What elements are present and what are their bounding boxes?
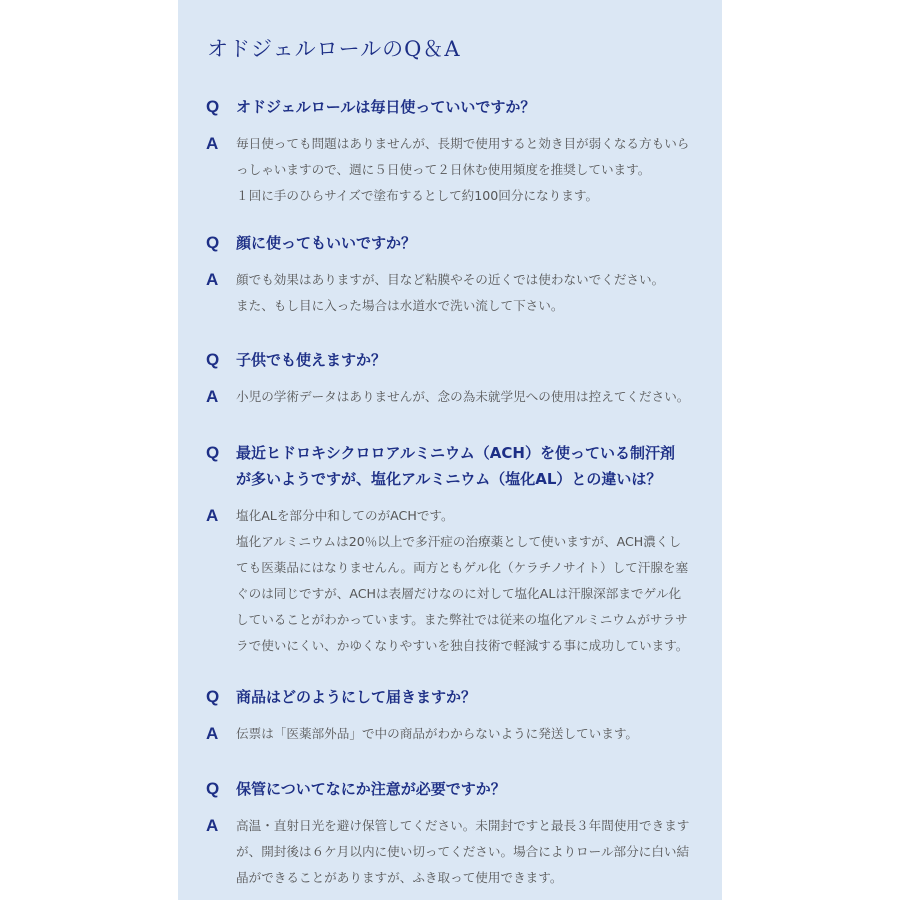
answer — [206, 267, 706, 319]
question — [206, 684, 706, 710]
question-line: 子供でも使えますか？ — [236, 351, 387, 369]
question-line: が多いようですが、塩化アルミニウム（塩化AL）との違いは？ — [236, 470, 662, 488]
q-mark: Q — [206, 443, 220, 462]
question-line: 保管についてなにか注意が必要ですか？ — [236, 780, 506, 798]
answer-line: 塩化ALを部分中和してのがACHです。 — [236, 508, 454, 523]
answer-line: １回に手のひらサイズで塗布するとして約100回分になります。 — [236, 188, 599, 203]
answer-line: 高温・直射日光を避け保管してください。未開封ですと最長３年間使用できます — [236, 818, 690, 833]
q-mark: Q — [206, 97, 220, 116]
answer-line: また、もし目に入った場合は水道水で洗い流して下さい。 — [236, 298, 564, 313]
a-mark: A — [206, 134, 219, 153]
answer-line: が、開封後は６ケ月以内に使い切ってください。場合によりロール部分に白い結 — [236, 844, 690, 859]
answer-line: 毎日使っても問題はありませんが、長期で使用すると効き目が弱くなる方もいら — [236, 136, 690, 151]
question-text — [236, 94, 535, 120]
answer — [206, 384, 706, 410]
question — [206, 94, 706, 120]
answer-line: ても医薬品にはなりませんん。両方ともゲル化（ケラチノサイト）して汗腺を塞 — [236, 560, 689, 575]
q-mark: Q — [206, 687, 220, 706]
qa-panel — [178, 0, 722, 900]
qa-item — [206, 347, 706, 410]
answer-line: していることがわかっています。また弊社では従来の塩化アルミニウムがサラサ — [236, 612, 688, 627]
question — [206, 347, 706, 373]
answer-line: 塩化アルミニウムは20％以上で多汗症の治療薬として使いますが、ACH濃くし — [236, 534, 682, 549]
qa-item — [206, 230, 706, 319]
answer — [206, 131, 706, 209]
a-mark: A — [206, 506, 219, 525]
a-mark: A — [206, 724, 219, 743]
answer-line: 小児の学術データはありませんが、念の為未就学児への使用は控えてください。 — [236, 389, 690, 404]
page-title: オドジェルロールのQ＆A — [207, 37, 461, 61]
answer-text — [236, 813, 689, 891]
a-mark: A — [206, 387, 219, 406]
answer — [206, 721, 706, 747]
question-text — [236, 230, 416, 256]
answer-text — [236, 384, 689, 410]
q-mark: Q — [206, 350, 220, 369]
answer-line: 晶ができることがありますが、ふき取って使用できます。 — [236, 870, 563, 885]
q-mark: Q — [206, 233, 220, 252]
question-line: 顔に使ってもいいですか？ — [236, 234, 417, 252]
answer-line: っしゃいますので、週に５日使って２日休む使用頻度を推奨しています。 — [236, 162, 651, 177]
answer-line: 伝票は「医薬部外品」で中の商品がわからないように発送しています。 — [236, 726, 638, 741]
answer — [206, 813, 706, 891]
qa-item — [206, 440, 706, 659]
question — [206, 230, 706, 256]
answer-text — [236, 131, 689, 209]
a-mark: A — [206, 816, 219, 835]
question — [206, 776, 706, 802]
qa-item — [206, 776, 706, 891]
question — [206, 440, 706, 492]
answer-line: ぐのは同じですが、ACHは表層だけなのに対して塩化ALは汗腺深部までゲル化 — [236, 586, 682, 601]
answer-text — [236, 267, 664, 319]
question-line: 最近ヒドロキシクロロアルミニウム（ACH）を使っている制汗剤 — [236, 444, 675, 462]
qa-item — [206, 94, 706, 209]
answer — [206, 503, 706, 659]
question-line: 商品はどのようにして届きますか？ — [236, 688, 477, 706]
a-mark: A — [206, 270, 219, 289]
question-text — [236, 347, 386, 373]
q-mark: Q — [206, 779, 220, 798]
question-text — [236, 776, 506, 802]
answer-line: 顔でも効果はありますが、目など粘膜やその近くでは使わないでください。 — [236, 272, 665, 287]
answer-text — [236, 503, 688, 659]
answer-line: ラで使いにくい、かゆくなりやすいを独自技術で軽減する事に成功しています。 — [236, 638, 689, 653]
answer-text — [236, 721, 638, 747]
question-text — [236, 440, 675, 492]
qa-item — [206, 684, 706, 747]
question-line: オドジェルロールは毎日使っていいですか？ — [236, 98, 536, 116]
question-text — [236, 684, 476, 710]
